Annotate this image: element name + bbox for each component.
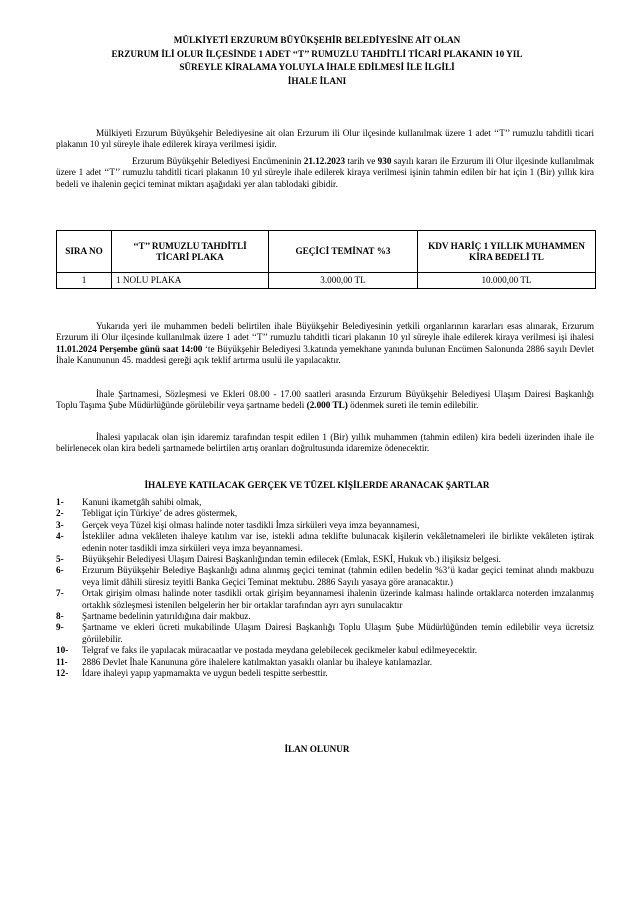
list-item-text: Telgraf ve faks ile yapılacak müracaatlar ve postada meydana gelebilecek gecikmeler kabul edilmeyecektir. bbox=[82, 645, 477, 656]
list-item bbox=[56, 668, 594, 679]
p2-text-b: tarih ve bbox=[345, 156, 378, 166]
list-item-number: 6- bbox=[56, 565, 64, 576]
list-item-text: Ortak girişim olması halinde noter tasdikli ortak girişim beyannamesi ihalenin üzerinde kalması halinde ortaklarca noterden imzalanmış ortaklık sözleşmesi istenilen belgelerin her bir ortaklar tarafından ayrı ayrı sunulacaktır bbox=[82, 588, 594, 610]
table-cell: 3.000,00 TL bbox=[269, 273, 418, 289]
table-header-cell: ‘‘T’’ RUMUZLU TAHDİTLİ TİCARİ PLAKA bbox=[112, 231, 269, 273]
table-cell: 1 NOLU PLAKA bbox=[112, 273, 269, 289]
list-item bbox=[56, 611, 594, 622]
list-item bbox=[56, 657, 594, 668]
list-item-number: 9- bbox=[56, 622, 64, 633]
list-item-text: Erzurum Büyükşehir Belediye Başkanlığı adına alınmış geçici teminat (tahmin edilen bedelin %3’ü kadar geçici teminat alındı makbuzu veya limit dâhili süresiz teyitli Banka Geçici Teminat mektubu. 2886 Sayılı yasaya göre aranacaktır.) bbox=[82, 565, 594, 587]
p4-text-b: ödenmek sureti ile temin edilebilir. bbox=[347, 400, 479, 411]
intro-paragraph-1: Mülkiyeti Erzurum Büyükşehir Belediyesine ait olan Erzurum ili Olur ilçesinde kullanılmak üzere 1 adet ‘‘T’’ rumuzlu tahditli ticari plakanın 10 yıl süreyle ihale edilerek kiraya verilmesi işidir. bbox=[56, 128, 594, 150]
p4-text-a: İhale Şartnamesi, Sözleşmesi ve Ekleri 08.00 - 17.00 saatleri arasında Erzurum Büyükşehir Belediyesi Ulaşım Dairesi Başkanlığı Toplu Taşıma Şube Müdürlüğünde görülebilir veya şartname bedeli bbox=[56, 389, 594, 411]
title-line-1: MÜLKİYETİ ERZURUM BÜYÜKŞEHİR BELEDİYESİNE AİT OLAN bbox=[173, 35, 461, 45]
intro-paragraph-2 bbox=[56, 156, 594, 190]
list-item bbox=[56, 554, 594, 565]
list-item bbox=[56, 508, 594, 519]
list-item-number: 2- bbox=[56, 508, 64, 519]
body-paragraph-3 bbox=[56, 321, 594, 367]
table-header-cell: GEÇİCİ TEMİNAT %3 bbox=[269, 231, 418, 273]
list-item-number: 12- bbox=[56, 668, 69, 679]
p3-text-b: ‘te Büyükşehir Belediyesi 3.katında yemekhane yanında bulunan Encümen Salonunda 2886 sayılı Devlet İhale Kanununun 45. maddesi gereği açık teklif artırma usulü ile yapılacaktır. bbox=[56, 343, 594, 366]
list-item-text: 2886 Devlet İhale Kanununa göre ihalelere katılmaktan yasaklı olanlar bu ihaleye katılamazlar. bbox=[82, 656, 433, 667]
list-item-text: Tebligat için Türkiye’ de adres göstermek, bbox=[82, 508, 238, 519]
announcement-title bbox=[40, 34, 594, 88]
list-item-number: 11- bbox=[56, 656, 68, 667]
specification-fee: (2.000 TL) bbox=[306, 400, 348, 411]
body-paragraph-5: İhalesi yapılacak olan işin idaremiz tarafından tespit edilen 1 (Bir) yıllık muhammen (tahmin edilen) kira bedeli üzerinden ihale ile belirlenecek olan kira bedeli şartnamede belirtilen artış oranları doğrultusunda idaremize ödenecektir. bbox=[56, 432, 594, 454]
title-line-4: İHALE İLANI bbox=[287, 75, 347, 86]
list-item-number: 3- bbox=[56, 519, 64, 530]
tender-datetime: 11.01.2024 Perşembe günü saat 14:00 bbox=[56, 343, 203, 354]
list-item-text: Şartname ve ekleri ücreti mukabilinde Ulaşım Dairesi Başkanlığı Toplu Ulaşım Şube Müdürlüğünden temin edilebilir veya ücretsiz görülebilir. bbox=[82, 622, 594, 644]
closing-statement: İLAN OLUNUR bbox=[284, 744, 350, 754]
list-item bbox=[56, 588, 594, 611]
p2-text-a: Erzurum Büyükşehir Belediyesi Encümeninin bbox=[132, 156, 304, 166]
list-item-number: 10- bbox=[56, 645, 69, 656]
tender-table bbox=[56, 230, 596, 289]
list-item-text: Şartname bedelinin yatırıldığına dair makbuz. bbox=[82, 611, 251, 622]
decision-date: 21.12.2023 bbox=[303, 156, 346, 166]
p3-text-a: Yukarıda yeri ile muhammen bedeli belirtilen ihale Büyükşehir Belediyesinin yetkili organlarının kararları esas alınarak, Erzurum Erzurum ili Olur ilçesinde kullanılmak üzere 1 adet ‘‘T’’ rumuzlu tahditli ticari plakanın 10 yıl süreyle ihale edilerek kiraya verilmesi işi ihalesi bbox=[56, 321, 594, 343]
table-header-row bbox=[57, 231, 596, 273]
list-item-text: Büyükşehir Belediyesi Ulaşım Dairesi Başkanlığından temin edilecek (Emlak, ESKİ, Hukuk vb.) ilişiksiz belgesi. bbox=[82, 554, 501, 565]
list-item bbox=[56, 497, 594, 508]
list-item-number: 1- bbox=[56, 497, 64, 507]
list-item bbox=[56, 645, 594, 656]
list-item-number: 4- bbox=[56, 531, 64, 542]
list-item-text: Kanuni ikametgâh sahibi olmak, bbox=[82, 497, 202, 507]
conditions-title: İHALEYE KATILACAK GERÇEK VE TÜZEL KİŞİLERDE ARANACAK ŞARTLAR bbox=[144, 480, 490, 490]
list-item bbox=[56, 520, 594, 531]
decision-number: 930 bbox=[377, 156, 392, 166]
list-item bbox=[56, 622, 594, 645]
list-item-number: 8- bbox=[56, 611, 64, 622]
table-header-cell: SIRA NO bbox=[57, 231, 112, 273]
title-line-2: ERZURUM İLİ OLUR İLÇESİNDE 1 ADET ‘‘T’’ RUMUZLU TAHDİTLİ TİCARİ PLAKANIN 10 YIL bbox=[111, 48, 523, 59]
list-item-text: İdare ihaleyi yapıp yapmamakta ve uygun bedeli tespitte serbesttir. bbox=[82, 668, 328, 679]
list-item-number: 5- bbox=[56, 554, 64, 565]
list-item-text: İstekliler adına vekâleten ihaleye katılım var ise, istekli adına teklifte bulunacak kişilerin vekâletnameleri ile birlikte vekâleten iştirak edenin noter tasdikli imza sirküleri veya imza beyannamesi. bbox=[82, 531, 594, 553]
table-row bbox=[57, 273, 596, 289]
list-item bbox=[56, 565, 594, 588]
table-cell: 1 bbox=[57, 273, 112, 289]
title-line-3: SÜREYLE KİRALAMA YOLUYLA İHALE EDİLMESİ İLE İLGİLİ bbox=[179, 62, 455, 73]
conditions-list bbox=[56, 497, 594, 680]
list-item-text: Gerçek veya Tüzel kişi olması halinde noter tasdikli İmza sirküleri veya imza beyannamesi, bbox=[82, 519, 420, 530]
table-cell: 10.000,00 TL bbox=[418, 273, 596, 289]
body-paragraph-4 bbox=[56, 389, 594, 412]
list-item bbox=[56, 531, 594, 554]
p2-text-c: sayılı kararı ile Erzurum ili Olur ilçesinde kullanılmak üzere 1 adet ‘‘T’’ rumuzlu tahditli ticari plakanın 10 yıl süreyle ihale edilerek kiraya verilmesi işinin tahmin edilen bir hat için 1 (Bir) yıllık kira bedeli ve ihalenin geçici teminat miktarı aşağıdaki yer alan tablodaki gibidir. bbox=[56, 156, 594, 189]
table-header-cell: KDV HARİÇ 1 YILLIK MUHAMMEN KİRA BEDELİ TL bbox=[418, 231, 596, 273]
list-item-number: 7- bbox=[56, 588, 64, 599]
